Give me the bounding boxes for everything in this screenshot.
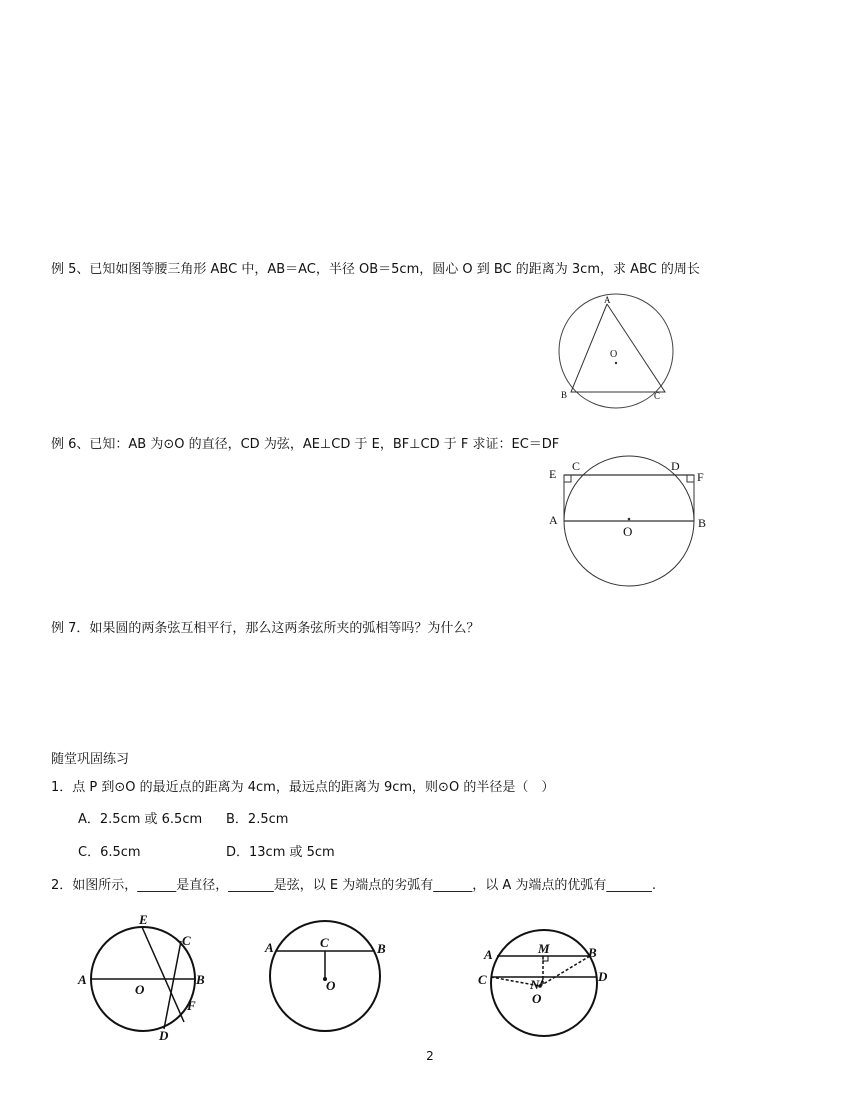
- label-C: C: [478, 972, 487, 987]
- label-M: M: [538, 941, 550, 956]
- practice-heading: 随堂巩固练习: [51, 752, 130, 767]
- question-2: 2．如图所示，______是直径，_______是弦，以 E 为端点的劣弧有______，以 A 为端点的优弧有_______.: [51, 878, 657, 893]
- label-O: O: [135, 982, 145, 997]
- label-D: D: [159, 1028, 169, 1043]
- label-B: B: [698, 516, 707, 530]
- label-C: C: [654, 391, 661, 401]
- label-F: F: [697, 470, 704, 484]
- question-1: 1．点 P 到⊙O 的最近点的距离为 4cm，最远点的距离为 9cm，则⊙O 的半径是（ ）: [51, 780, 555, 795]
- figure-diameter-chord: [540, 455, 720, 605]
- example-7-text: 例 7．如果圆的两条弦互相平行，那么这两条弦所夹的弧相等吗？为什么？: [51, 621, 480, 636]
- q1-option-b: B．2.5cm: [226, 812, 289, 827]
- label-A: A: [265, 940, 274, 955]
- figure-circle-chords-1: [75, 910, 215, 1045]
- figure-circle-chords-3: [475, 935, 615, 1050]
- figure-circle-chords-2: [262, 915, 397, 1040]
- label-A: A: [549, 513, 558, 527]
- label-O: O: [326, 978, 336, 993]
- label-N: N: [530, 977, 540, 992]
- label-A: A: [78, 972, 87, 987]
- label-B: B: [588, 945, 597, 960]
- label-C: C: [182, 933, 191, 948]
- q1-option-c: C．6.5cm: [78, 845, 141, 860]
- label-C: C: [320, 935, 329, 950]
- label-F: F: [187, 998, 196, 1013]
- q1-option-d: D．13cm 或 5cm: [226, 845, 335, 860]
- label-O: O: [610, 349, 618, 360]
- example-5-text: 例 5、已知如图等腰三角形 ABC 中，AB＝AC，半径 OB＝5cm，圆心 O 到 BC 的距离为 3cm，求 ABC 的周长: [51, 262, 700, 277]
- label-D: D: [671, 459, 680, 473]
- figure-inscribed-triangle: [555, 290, 675, 420]
- q1-option-a: A．2.5cm 或 6.5cm: [78, 812, 203, 827]
- example-6-text: 例 6、已知：AB 为⊙O 的直径，CD 为弦，AE⊥CD 于 E，BF⊥CD 于 F 求证：EC＝DF: [51, 437, 560, 452]
- page-number: 2: [426, 1049, 434, 1063]
- label-O: O: [532, 991, 542, 1006]
- label-B: B: [561, 390, 568, 400]
- label-D: D: [598, 969, 608, 984]
- label-A: A: [604, 295, 611, 305]
- label-B: B: [377, 941, 386, 956]
- label-O: O: [623, 524, 633, 539]
- label-B: B: [196, 972, 205, 987]
- label-C: C: [572, 459, 581, 473]
- label-A: A: [484, 947, 493, 962]
- label-E: E: [549, 467, 557, 481]
- label-E: E: [139, 912, 148, 927]
